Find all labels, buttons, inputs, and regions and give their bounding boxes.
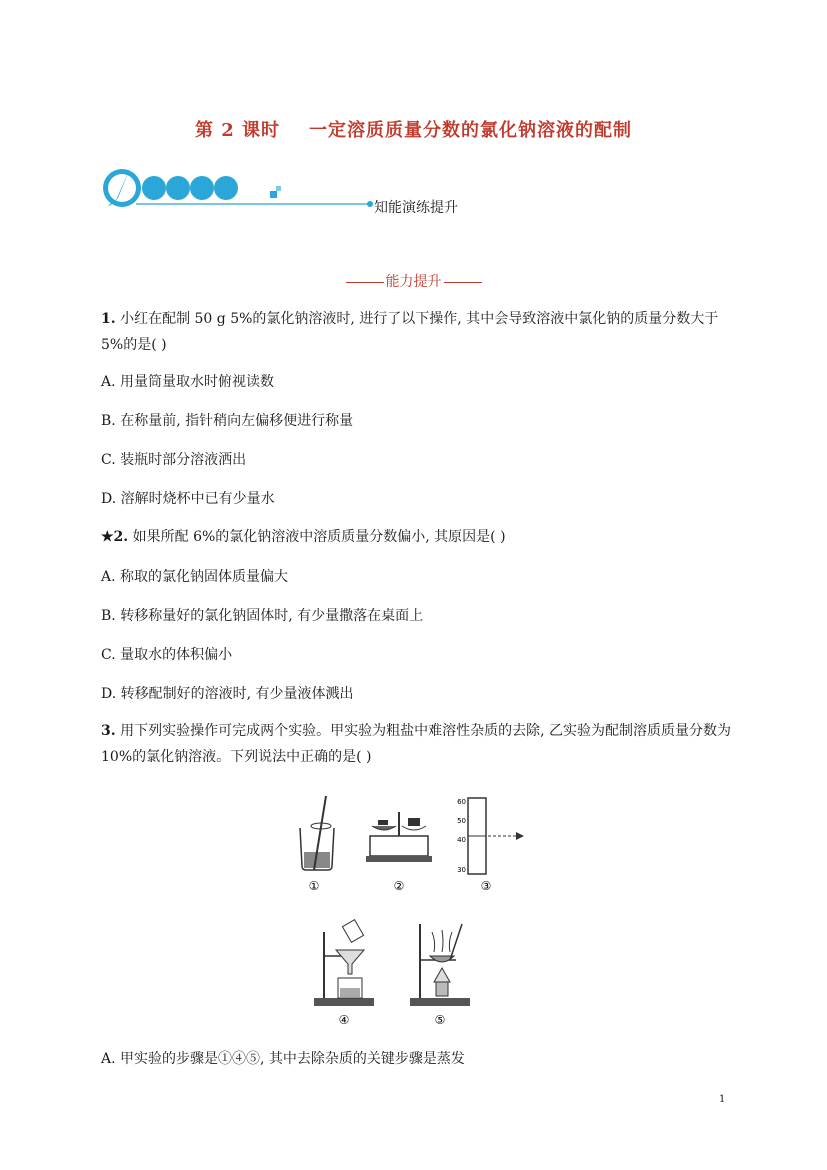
evaporation-illustration (410, 924, 470, 1027)
q1-option-a: A. 用量筒量取水时俯视读数 (101, 374, 275, 390)
question-number: 3. (101, 723, 116, 739)
question-text: 如果所配 6%的氯化钠溶液中溶质质量分数偏小, 其原因是( ) (128, 529, 506, 545)
section-title: 能力提升 (385, 274, 442, 290)
q2-option-a: A. 称取的氯化钠固体质量偏大 (101, 569, 289, 585)
q3-option-a: A. 甲实验的步骤是①④⑤, 其中去除杂质的关键步骤是蒸发 (101, 1051, 465, 1067)
filtration-illustration (314, 920, 374, 1027)
figure-label-3: ③ (480, 879, 492, 893)
question-3-stem (101, 718, 731, 770)
q2-option-b: B. 转移称量好的氯化钠固体时, 有少量撒落在桌面上 (101, 608, 424, 624)
question-1-stem (101, 306, 731, 358)
q2-option-c: C. 量取水的体积偏小 (101, 647, 233, 663)
figure-label-4: ④ (338, 1013, 350, 1027)
question-2-stem (101, 524, 731, 550)
figure-label-2: ② (393, 879, 405, 893)
question-number: ★2. (101, 529, 129, 545)
tick-label: 60 (457, 798, 466, 806)
tick-label: 30 (457, 866, 466, 874)
q1-option-c: C. 装瓶时部分溶液洒出 (101, 452, 247, 468)
banner-label: 知能演练提升 (374, 200, 458, 216)
figure-label-1: ① (308, 879, 320, 893)
experiment-figure (290, 792, 540, 1032)
q2-option-d: D. 转移配制好的溶液时, 有少量液体溅出 (101, 686, 354, 702)
section-rule-right (444, 282, 482, 283)
balance-illustration (366, 812, 432, 893)
q1-option-d: D. 溶解时烧杯中已有少量水 (101, 491, 275, 507)
figure-label-5: ⑤ (434, 1013, 446, 1027)
question-text: 小红在配制 50 g 5%的氯化钠溶液时, 进行了以下操作, 其中会导致溶液中氯化钠的质量分数大于 5%的是( ) (101, 311, 719, 353)
q1-option-b: B. 在称量前, 指针稍向左偏移便进行称量 (101, 413, 354, 429)
page-title: 第 2 课时 一定溶质质量分数的氯化钠溶液的配制 (194, 120, 633, 141)
tick-label: 50 (457, 817, 466, 825)
tick-label: 40 (457, 836, 466, 844)
eye-icon (516, 832, 524, 840)
measuring-cylinder-illustration (457, 798, 524, 893)
section-header (0, 271, 827, 291)
question-number: 1. (101, 311, 116, 327)
page-number: 1 (719, 1094, 726, 1105)
beaker-stirring-illustration (300, 796, 334, 893)
section-rule-left (346, 282, 384, 283)
question-text: 用下列实验操作可完成两个实验。甲实验为粗盐中难溶性杂质的去除, 乙实验为配制溶质质量分数为 10%的氯化钠溶液。下列说法中正确的是( ) (101, 723, 731, 765)
